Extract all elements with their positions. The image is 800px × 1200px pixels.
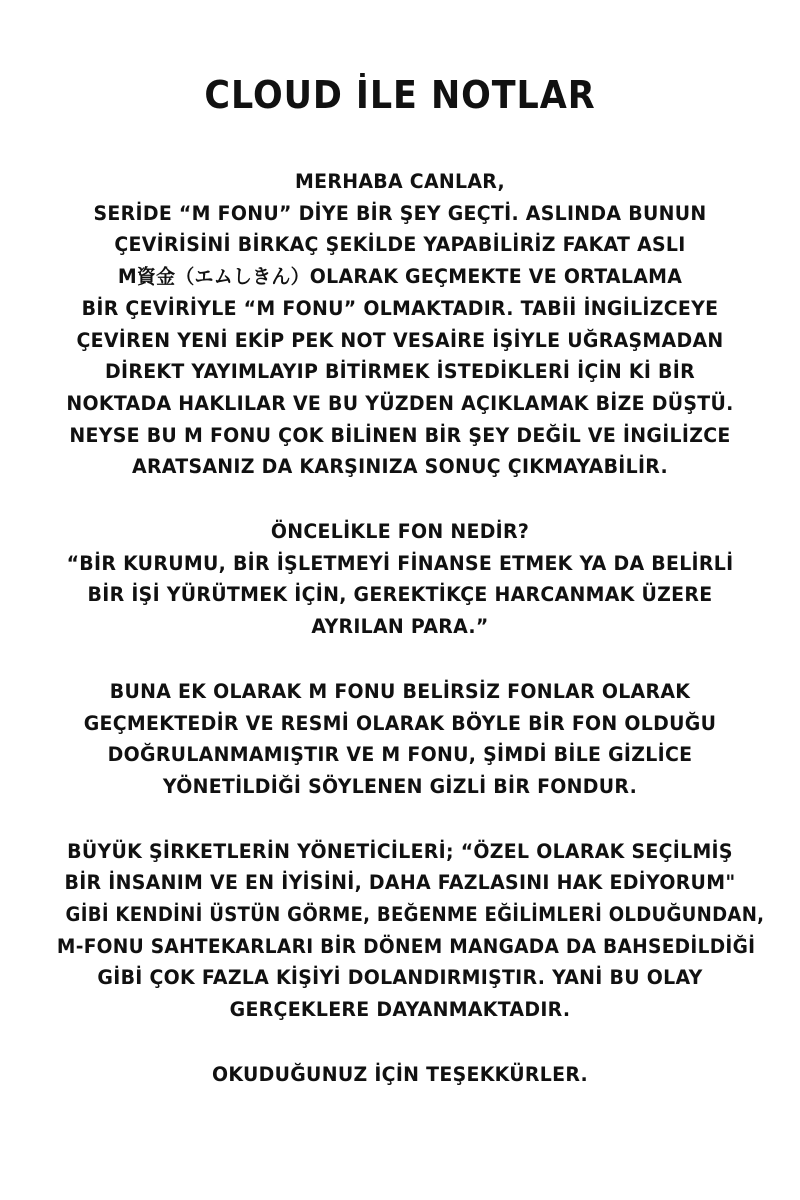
page-title: CLOUD İLE NOTLAR [204,73,596,117]
definition-paragraph [40,516,760,643]
text-line: ÇEVİREN YENİ EKİP PEK NOT VESAİRE İŞİYLE UĞRAŞMADAN [76,328,724,352]
closing-paragraph [40,1059,760,1091]
text-line: “BİR KURUMU, BİR İŞLETMEYİ FİNANSE ETMEK YA DA BELİRLİ [66,551,734,575]
text-line: YÖNETİLDİĞİ SÖYLENEN GİZLİ BİR FONDUR. [162,774,638,798]
explanation-paragraph [40,676,760,803]
text-line: GİBİ ÇOK FAZLA KİŞİYİ DOLANDIRMIŞTIR. YANİ BU OLAY [97,966,703,990]
text-line: ÇEVİRİSİNİ BİRKAÇ ŞEKİLDE YAPABİLİRİZ FAKAT ASLI [114,233,686,257]
closing-line: OKUDUĞUNUZ İÇİN TEŞEKKÜRLER. [211,1062,589,1086]
text-line: DOĞRULANMAMIŞTIR VE M FONU, ŞİMDİ BİLE GİZLİCE [107,743,693,767]
text-line: GİBİ KENDİNİ ÜSTÜN GÖRME, BEĞENME EĞİLİMLERİ OLDUĞUNDAN, [65,903,765,927]
text-line: BİR İNSANIM VE EN İYİSİNİ, DAHA FAZLASINI HAK EDİYORUM" [64,871,736,895]
text-line: AYRILAN PARA.” [311,615,489,639]
text-line: DİREKT YAYIMLAYIP BİTİRMEK İSTEDİKLERİ İÇİN Kİ BİR [105,360,695,384]
text-line: BUNA EK OLARAK M FONU BELİRSİZ FONLAR OLARAK [109,679,691,703]
text-line: M資金（エムしきん）OLARAK GEÇMEKTE VE ORTALAMA [117,265,683,289]
text-line: GERÇEKLERE DAYANMAKTADIR. [229,998,571,1022]
text-line: BÜYÜK ŞİRKETLERİN YÖNETİCİLERİ; “ÖZEL OLARAK SEÇİLMİŞ [67,839,733,863]
story-paragraph [40,836,765,1026]
intro-paragraph [40,166,760,483]
text-line: BİR ÇEVİRİYLE “M FONU” OLMAKTADIR. TABİİ İNGİLİZCEYE [81,296,719,320]
text-line: ÖNCELİKLE FON NEDİR? [270,520,530,544]
text-line: NOKTADA HAKLILAR VE BU YÜZDEN AÇIKLAMAK BİZE DÜŞTÜ. [66,391,734,415]
text-line: MERHABA CANLAR, [295,170,505,193]
notes-body [40,166,765,1091]
text-line: NEYSE BU M FONU ÇOK BİLİNEN BİR ŞEY DEĞİL VE İNGİLİZCE [69,423,731,447]
text-line: SERİDE “M FONU” DİYE BİR ŞEY GEÇTİ. ASLINDA BUNUN [93,201,707,225]
text-line: M-FONU SAHTEKARLARI BİR DÖNEM MANGADA DA BAHSEDİLDİĞİ [56,934,756,958]
text-line: GEÇMEKTEDİR VE RESMİ OLARAK BÖYLE BİR FON OLDUĞU [83,711,717,735]
text-line: ARATSANIZ DA KARŞINIZA SONUÇ ÇIKMAYABİLİR. [132,455,668,479]
text-line: BİR İŞİ YÜRÜTMEK İÇİN, GEREKTİKÇE HARCANMAK ÜZERE [87,583,713,607]
